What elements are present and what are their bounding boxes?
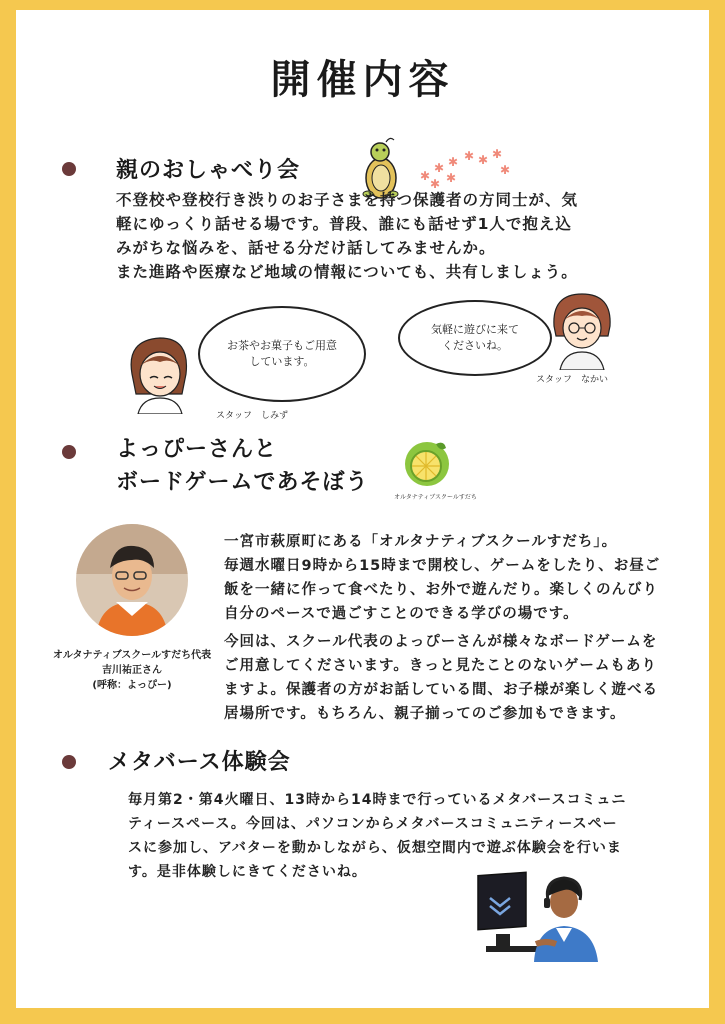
speech-bubble-nakai bbox=[398, 300, 552, 376]
section2-body-2 bbox=[224, 630, 694, 726]
sudachi-logo-caption: オルタナティブスクールすだち bbox=[394, 494, 477, 501]
svg-text:✱: ✱ bbox=[464, 149, 475, 163]
section1-line: みがちな悩みを、話せる分だけ話してみませんか。 bbox=[116, 239, 496, 257]
section1-heading: 親のおしゃべり会 bbox=[116, 158, 301, 183]
section2-line: 毎週水曜日9時から15時まで開校し、ゲームをしたり、お昼ご bbox=[224, 558, 661, 574]
flower-sprinkles-icon bbox=[416, 148, 516, 192]
bubble-nakai-line: くださいね。 bbox=[442, 339, 508, 352]
staff-shimizu-illustration bbox=[120, 330, 200, 414]
section1-bullet bbox=[62, 162, 76, 176]
section3-line: スに参加し、アバターを動かしながら、仮想空間内で遊ぶ体験会を行いま bbox=[128, 840, 622, 856]
svg-text:✱: ✱ bbox=[430, 177, 441, 191]
section2-line: 飯を一緒に作って食べたり、お外で遊んだり。楽しくのんびり bbox=[224, 582, 658, 598]
caption-nakai: スタッフ なかい bbox=[536, 375, 609, 385]
svg-text:✱: ✱ bbox=[448, 155, 459, 169]
section2-line: ますよ。保護者の方がお話している間、お子様が楽しく遊べる bbox=[224, 682, 658, 698]
yoppi-photo bbox=[76, 524, 188, 636]
svg-text:✱: ✱ bbox=[434, 161, 445, 175]
flyer-page bbox=[16, 10, 709, 1008]
staff-nakai-illustration bbox=[544, 286, 620, 370]
page-title: 開催内容 bbox=[270, 57, 455, 103]
svg-text:✱: ✱ bbox=[500, 163, 511, 177]
section2-body-1 bbox=[224, 530, 694, 626]
sudachi-logo-icon bbox=[402, 438, 452, 488]
section3-heading: メタバース体験会 bbox=[108, 750, 291, 775]
section3-line: す。是非体験しにきてくださいね。 bbox=[128, 864, 367, 880]
section1-line: 軽にゆっくり話せる場です。普段、誰にも話せず1人で抱え込 bbox=[116, 215, 572, 233]
section2-bullet bbox=[62, 445, 76, 459]
photo-caption bbox=[34, 648, 230, 693]
section1-line: また進路や医療など地域の情報についても、共有しましょう。 bbox=[116, 263, 578, 281]
svg-text:✱: ✱ bbox=[420, 169, 431, 183]
section3-line: 毎月第2・第4火曜日、13時から14時まで行っているメタバースコミュニ bbox=[128, 792, 627, 808]
bubble-shimizu-line: しています。 bbox=[249, 355, 315, 368]
section3-line: ティースペース。今回は、パソコンからメタバースコミュニティースペー bbox=[128, 816, 618, 832]
svg-text:✱: ✱ bbox=[478, 153, 489, 167]
caption-shimizu: スタッフ しみず bbox=[216, 411, 289, 421]
bubble-shimizu-line: お茶やお菓子もご用意 bbox=[227, 339, 337, 352]
section2-heading-line2: ボードゲームであそぼう bbox=[116, 470, 369, 495]
svg-text:✱: ✱ bbox=[492, 148, 503, 161]
photo-caption-line: (呼称：よっぴー) bbox=[92, 680, 172, 691]
section2-line: 居場所です。もちろん、親子揃ってのご参加もできます。 bbox=[224, 706, 626, 722]
section2-line: 自分のペースで過ごすことのできる学びの場です。 bbox=[224, 606, 579, 622]
svg-text:✱: ✱ bbox=[446, 171, 457, 185]
computer-user-illustration bbox=[474, 862, 604, 962]
section2-line: 今回は、スクール代表のよっぴーさんが様々なボードゲームを bbox=[224, 634, 658, 650]
section3-body bbox=[128, 788, 698, 884]
section2-heading-line1: よっぴーさんと bbox=[116, 437, 278, 462]
photo-caption-line: オルタナティブスクールすだち代表 bbox=[52, 650, 212, 661]
section1-body bbox=[116, 188, 686, 284]
speech-bubble-shimizu bbox=[198, 306, 366, 402]
photo-caption-line: 吉川祐正さん bbox=[102, 665, 162, 676]
section2-line: 一宮市萩原町にある「オルタナティブスクールすだち」。 bbox=[224, 534, 618, 550]
section2-line: ご用意してくださいます。きっと見たことのないゲームもあり bbox=[224, 658, 657, 674]
bubble-nakai-line: 気軽に遊びに来て bbox=[431, 323, 519, 336]
section1-line: 不登校や登校行き渋りのお子さまを持つ保護者の方同士が、気 bbox=[116, 191, 579, 209]
section3-bullet bbox=[62, 755, 76, 769]
